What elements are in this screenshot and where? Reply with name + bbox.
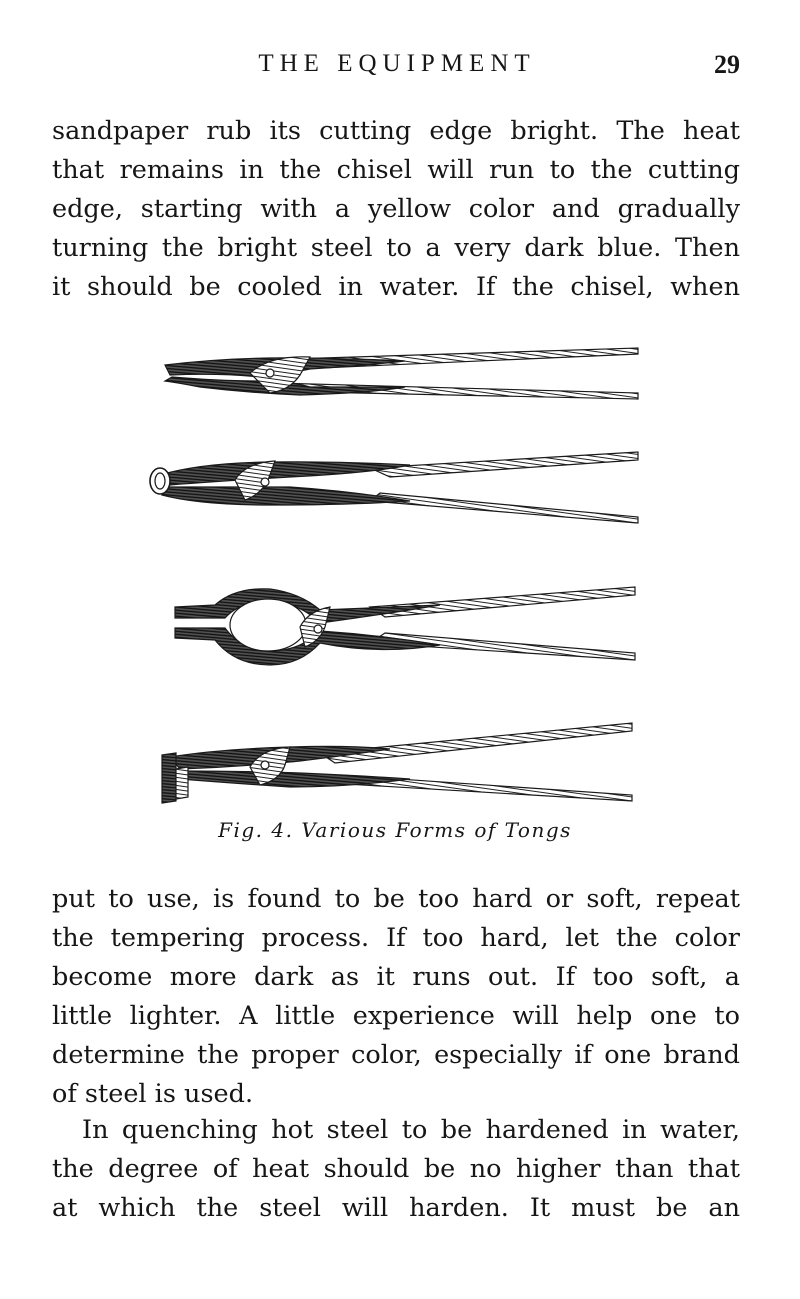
ring-tongs bbox=[175, 587, 635, 665]
paragraph-top bbox=[52, 112, 740, 307]
running-head bbox=[52, 50, 742, 84]
text-line: that remains in the chisel will run to the cutting bbox=[52, 155, 740, 185]
figure-caption: Fig. 4. Various Forms of Tongs bbox=[218, 818, 572, 842]
text-line: In quenching hot steel to be hardened in water, bbox=[82, 1115, 740, 1145]
paragraph-quenching bbox=[52, 1111, 740, 1228]
text-line: at which the steel will harden. It must be an bbox=[52, 1193, 740, 1223]
flat-jaw-tongs bbox=[165, 348, 638, 399]
box-jaw-tongs bbox=[162, 723, 632, 803]
text-line: edge, starting with a yellow color and gradually bbox=[52, 194, 740, 224]
text-line: become more dark as it runs out. If too soft, a bbox=[52, 962, 740, 992]
text-line: sandpaper rub its cutting edge bright. The heat bbox=[52, 116, 740, 146]
tongs-figure bbox=[140, 335, 650, 820]
text-line: it should be cooled in water. If the chisel, when bbox=[52, 272, 740, 302]
text-line: put to use, is found to be too hard or soft, repeat bbox=[52, 884, 740, 914]
text-line: the tempering process. If too hard, let the color bbox=[52, 923, 740, 953]
tongs-illustration bbox=[140, 335, 650, 820]
page-number: 29 bbox=[714, 50, 740, 79]
text-line: of steel is used. bbox=[52, 1079, 254, 1109]
text-line: turning the bright steel to a very dark blue. Then bbox=[52, 233, 740, 263]
text-line: the degree of heat should be no higher than that bbox=[52, 1154, 740, 1184]
round-bit-tongs bbox=[150, 452, 638, 523]
text-line: determine the proper color, especially if one brand bbox=[52, 1040, 740, 1070]
text-line: little lighter. A little experience will help one to bbox=[52, 1001, 740, 1031]
paragraph-continued bbox=[52, 880, 740, 1114]
running-title: THE EQUIPMENT bbox=[258, 50, 536, 77]
